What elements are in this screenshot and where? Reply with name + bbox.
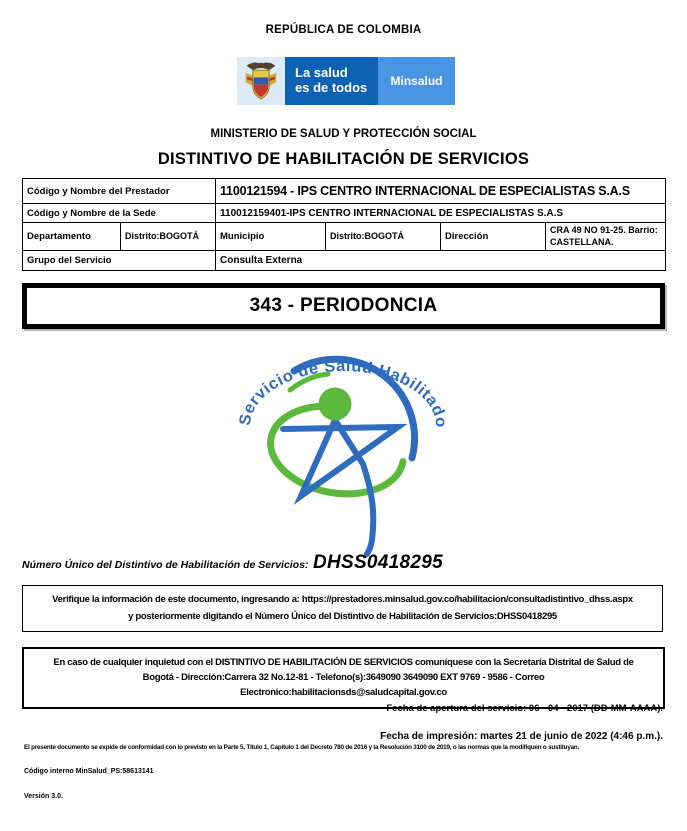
direccion-label: Dirección <box>441 223 546 251</box>
habilitado-seal-graphic <box>228 346 458 561</box>
minsalud-logo <box>237 57 455 105</box>
prestador-label: Código y Nombre del Prestador <box>23 179 216 204</box>
departamento-label: Departamento <box>23 223 121 251</box>
verify-line2: y posteriormente digitando el Número Único del Distintivo de Habilitación de Servicios:DHSS0418295 <box>128 610 557 622</box>
prestador-value: 1100121594 - IPS CENTRO INTERNACIONAL DE ESPECIALISTAS S.A.S <box>216 179 666 204</box>
logo-brand: Minsalud <box>378 57 455 105</box>
grupo-label: Grupo del Servicio <box>23 251 216 271</box>
table-row <box>23 204 666 223</box>
municipio-value: Distrito:BOGOTÁ <box>326 223 441 251</box>
departamento-value: Distrito:BOGOTÁ <box>121 223 216 251</box>
unique-number-line <box>22 552 665 574</box>
seal-arc-text: Servicio de Salud Habilitado <box>236 357 450 429</box>
codigo-interno: Código interno MinSalud_PS:58613141 <box>24 768 154 775</box>
contact-line3: Electronico:habilitacionsds@saludcapital.gov.co <box>240 687 447 699</box>
verify-box <box>22 585 663 632</box>
municipio-label: Municipio <box>216 223 326 251</box>
direccion-value: CRA 49 NO 91-25. Barrio: CASTELLANA. <box>546 223 666 251</box>
ministry-title: MINISTERIO DE SALUD Y PROTECCIÓN SOCIAL <box>210 128 477 140</box>
logo-slogan-line1: La salud <box>295 65 348 81</box>
table-row <box>23 223 666 251</box>
seal-head <box>319 388 352 421</box>
table-row <box>23 179 666 204</box>
document-title: DISTINTIVO DE HABILITACIÓN DE SERVICIOS <box>157 150 530 168</box>
contact-line1: En caso de cualquier inquietud con el DISTINTIVO DE HABILITACIÓN DE SERVICIOS comuníquese con la Secretaría Distrital de Salud de <box>53 657 634 668</box>
contact-line2: Bogotá - Dirección:Carrera 32 No.12-81 - Telefono(s):3649090 3649090 EXT 9769 - 9586 - Correo <box>142 672 545 684</box>
habilitado-seal <box>228 346 458 561</box>
colombia-coat-of-arms-icon <box>237 57 285 105</box>
version-label: Versión 3.0. <box>24 793 63 800</box>
logo-slogan-line2: es de todos <box>295 80 368 95</box>
grupo-value: Consulta Externa <box>216 251 666 271</box>
logo-slogan <box>285 57 378 105</box>
contact-box <box>22 647 665 709</box>
sede-label: Código y Nombre de la Sede <box>23 204 216 223</box>
service-name-banner: 343 - PERIODONCIA <box>22 283 665 329</box>
unique-number-label: Número Único del Distintivo de Habilitación de Servicios: <box>22 559 309 571</box>
legal-note: El presente documento se expide de conformidad con lo previsto en la Parte 5, Título 1, Capítulo 1 del Decreto 780 de 2016 y la Resolución 3100 de 2019, o las normas que la modifiquen o sustituyan. <box>24 744 580 751</box>
verify-line1: Verifique la información de este documento, ingresando a: https://prestadores.minsalud.gov.co/habilitacion/consultadistintivo_dhss.aspx <box>52 594 633 605</box>
sede-value: 110012159401-IPS CENTRO INTERNACIONAL DE ESPECIALISTAS S.A.S <box>216 204 666 223</box>
fecha-impresion: Fecha de impresión: martes 21 de junio de 2022 (4:46 p.m.). <box>380 731 663 742</box>
table-row <box>23 251 666 271</box>
provider-info-table <box>22 178 666 271</box>
republic-title: REPÚBLICA DE COLOMBIA <box>265 24 422 36</box>
unique-number-value: DHSS0418295 <box>312 552 443 573</box>
fecha-apertura: Fecha de apertura del servicio: 06 - 04 - 2017 (DD-MM-AAAA). <box>386 703 663 714</box>
